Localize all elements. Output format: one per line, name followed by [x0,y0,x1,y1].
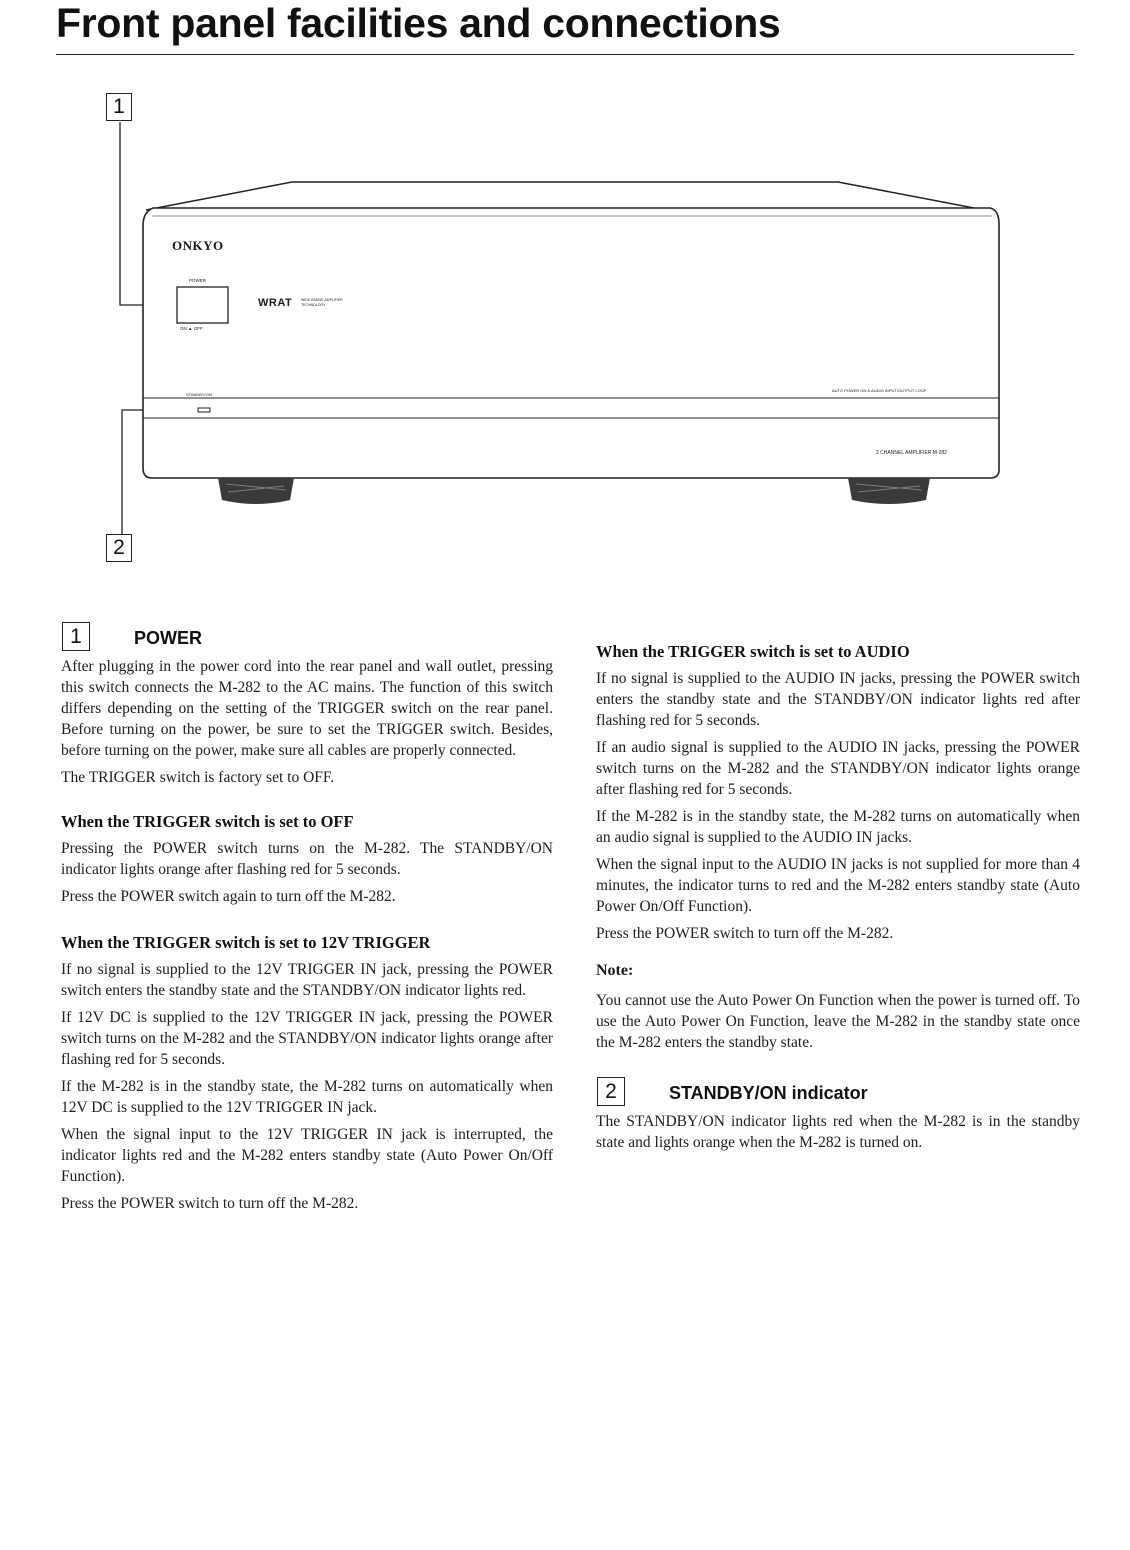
callout-2-box: 2 [106,534,132,562]
wrat-subtext-1: WIDE RANGE AMPLIFIER [301,298,343,302]
section-2-title: STANDBY/ON indicator [669,1083,868,1103]
trigger-off-paragraph-1: Pressing the POWER switch turns on the M-282. The STANDBY/ON indicator lights orange after flashing red for 5 seconds. [61,840,553,878]
factory-setting-paragraph: The TRIGGER switch is factory set to OFF. [61,769,335,786]
page-title: Front panel facilities and connections [56,0,781,46]
trigger-audio-paragraph-3: If the M-282 is in the standby state, the M-282 turns on automatically when an audio signal is supplied to the AUDIO IN jacks. [596,808,1080,846]
left-foot [218,478,294,504]
trigger-12v-heading: When the TRIGGER switch is set to 12V TRIGGER [61,933,431,952]
section-1-number: 1 [62,622,90,651]
left-column [61,622,553,1220]
section-2-heading [596,1077,1080,1106]
trigger-audio-paragraph-1: If no signal is supplied to the AUDIO IN jacks, pressing the POWER switch enters the standby state and the STANDBY/ON indicator lights red after flashing red for 5 seconds. [596,670,1080,729]
wrat-subtext-2: TECHNOLOGY [301,303,326,307]
trigger-12v-paragraph-2: If 12V DC is supplied to the 12V TRIGGER IN jack, pressing the POWER switch turns on the M-282 and the STANDBY/ON indicator lights orange after flashing red for 5 seconds. [61,1009,553,1068]
model-label: 2 CHANNEL AMPLIFIER M-282 [876,450,947,456]
standby-label: STANDBY/ON [186,392,212,397]
trigger-12v-paragraph-1: If no signal is supplied to the 12V TRIGGER IN jack, pressing the POWER switch enters the standby state and the STANDBY/ON indicator lights red. [61,961,553,999]
right-foot [848,478,930,504]
auto-power-label: AUTO POWER ON & AUDIO INPUT/OUTPUT LOOP [832,388,927,393]
amplifier-drawing [0,0,1130,600]
trigger-audio-heading: When the TRIGGER switch is set to AUDIO [596,642,910,661]
amp-body [143,208,999,478]
front-panel-figure [0,0,1130,600]
right-column [596,642,1080,1159]
on-off-label: ON ▲ OFF [180,326,203,331]
trigger-12v-paragraph-3: If the M-282 is in the standby state, the M-282 turns on automatically when 12V DC is supplied to the 12V TRIGGER IN jack. [61,1078,553,1116]
standby-indicator-lamp [198,408,210,412]
trigger-12v-paragraph-5: Press the POWER switch to turn off the M-282. [61,1195,359,1212]
trigger-off-paragraph-2: Press the POWER switch again to turn off the M-282. [61,888,396,905]
brand-logo: ONKYO [172,238,224,253]
wrat-logo: WRAT [258,297,293,309]
section-1-title: POWER [134,628,203,648]
trigger-12v-paragraph-4: When the signal input to the 12V TRIGGER IN jack is interrupted, the indicator lights red and the M-282 enters standby state (Auto Power On/Off Function). [61,1126,553,1185]
callout-1-box: 1 [106,93,132,121]
trigger-off-heading: When the TRIGGER switch is set to OFF [61,812,354,831]
power-button-label: POWER [189,278,207,283]
trigger-audio-paragraph-2: If an audio signal is supplied to the AUDIO IN jacks, pressing the POWER switch turns on the M-282 and the STANDBY/ON indicator lights orange after flashing red for 5 seconds. [596,739,1080,798]
note-heading: Note: [596,962,634,979]
power-button-shape [177,287,228,323]
standby-indicator-paragraph: The STANDBY/ON indicator lights red when the M-282 is in the standby state and lights orange when the M-282 is turned on. [596,1113,1080,1151]
section-2-number: 2 [597,1077,625,1106]
power-intro-paragraph: After plugging in the power cord into the rear panel and wall outlet, pressing this switch connects the M-282 to the AC mains. The function of this switch differs depending on the setting of the TRIGGER switch on the rear panel. Before turning on the power, be sure to set the TRIGGER switch. Besides, before turning on the power, make sure all cables are properly connected. [61,658,553,759]
section-1-heading [61,622,553,651]
trigger-audio-paragraph-5: Press the POWER switch to turn off the M-282. [596,925,894,942]
trigger-audio-paragraph-4: When the signal input to the AUDIO IN jacks is not supplied for more than 4 minutes, the indicator turns to red and the M-282 enters standby state (Auto Power On/Off Function). [596,856,1080,915]
note-paragraph: You cannot use the Auto Power On Function when the power is turned off. To use the Auto Power On Function, leave the M-282 in the standby state once the M-282 enters the standby state. [596,992,1080,1051]
